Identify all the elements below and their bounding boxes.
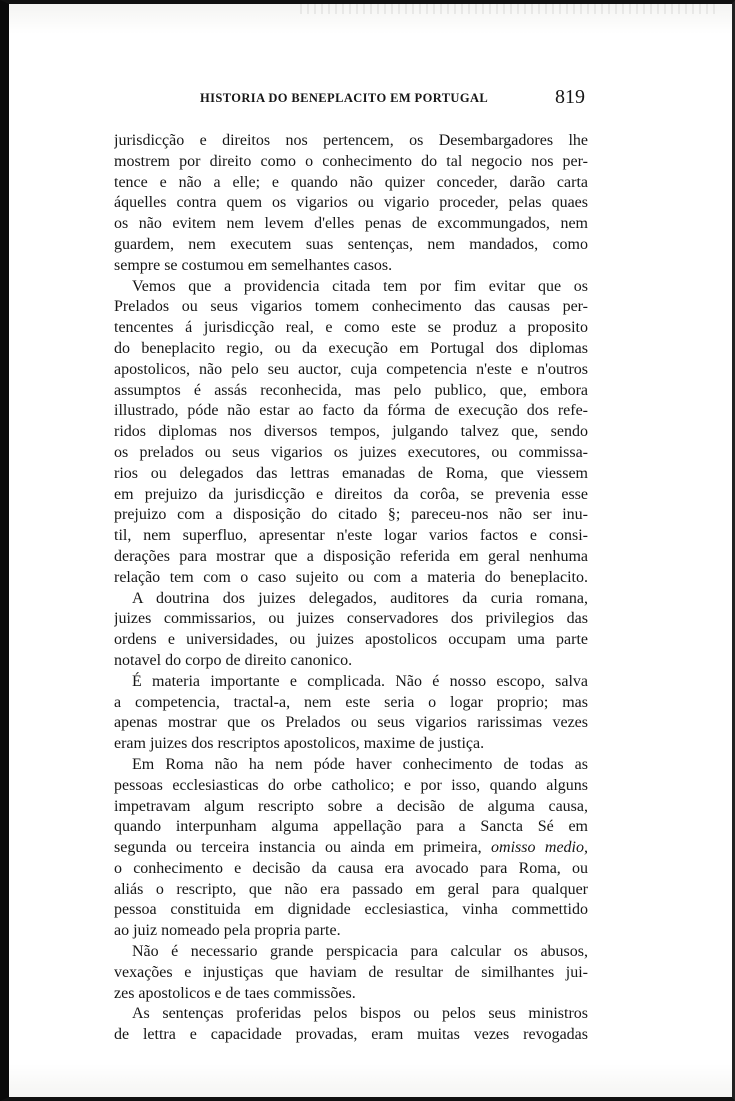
text-line: derações para mostrar que a disposição referida em geral nenhuma: [114, 547, 588, 565]
text-line: quando interpunham alguma appellação para a Sancta Sé em: [114, 818, 588, 836]
text-line: pessoa constituida em dignidade ecclesiastica, vinha commettido: [114, 901, 588, 919]
text-line: tencentes á jurisdicção real, e como este se produz a proposito: [114, 319, 588, 337]
paragraph-start: Vemos que a providencia citada tem por fim evitar que os: [132, 277, 588, 295]
text-line: do beneplacito regio, ou da execução em Portugal dos diplomas: [114, 339, 588, 357]
text-line: jurisdicção e direitos nos pertencem, os Desembargadores lhe: [114, 132, 588, 149]
text-line-with-italic: [114, 838, 588, 859]
text-line: apenas mostrar que os Prelados ou seus vigarios rarissimas vezes: [114, 714, 588, 732]
text-line: impetravam algum rescripto sobre a decisão de alguma causa,: [114, 797, 588, 815]
paragraph-start: A doutrina dos juizes delegados, auditores da curia romana,: [132, 589, 588, 607]
text-line: apostolicos, não pelo seu auctor, cuja competencia n'este e n'outros: [114, 360, 588, 378]
text-line: zes apostolicos e de taes commissões.: [114, 984, 356, 1002]
paragraph-start: As sentenças proferidas pelos bispos ou pelos seus ministros: [132, 1005, 588, 1023]
text-line: notavel do corpo de direito canonico.: [114, 651, 353, 669]
body-text: [114, 131, 588, 1046]
text-line: os não evitem nem levem d'elles penas de excommungados, nem: [114, 215, 588, 233]
text-line: o conhecimento e decisão da causa era avocado para Roma, ou: [114, 859, 588, 877]
text-line: mostrem por direito como o conhecimento do tal negocio nos per-: [114, 152, 588, 170]
text-line: guardem, nem executem suas sentenças, nem mandados, como: [114, 235, 588, 253]
text-line: a competencia, tractal-a, nem este seria o logar proprio; mas: [114, 693, 588, 711]
paragraph-start: Não é necessario grande perspicacia para calcular os abusos,: [132, 943, 588, 961]
scan-noise: [300, 4, 720, 14]
text-line: áquelles contra quem os vigarios ou vigario proceder, pelas quaes: [114, 194, 588, 212]
page-number: 819: [555, 86, 585, 108]
text-line: ordens e universidades, ou juizes apostolicos occupam uma parte: [114, 631, 588, 649]
text-line: assumptos é assás reconhecida, mas pelo publico, que, embora: [114, 381, 588, 399]
text-line: eram juizes dos rescriptos apostolicos, maxime de justiça.: [114, 735, 485, 753]
text-line: juizes commissarios, ou juizes conservadores dos privilegios das: [114, 610, 588, 628]
text-line: de lettra e capacidade provadas, eram muitas vezes revogadas: [114, 1026, 588, 1044]
text-line: vexações e injustiças que haviam de resultar de similhantes jui-: [114, 963, 588, 981]
paragraph-start: É materia importante e complicada. Não é nosso escopo, salva: [132, 672, 588, 690]
running-title: HISTORIA DO BENEPLACITO EM PORTUGAL: [200, 91, 489, 105]
page-header: [200, 86, 585, 110]
text-line: aliás o rescripto, que não era passado em geral para qualquer: [114, 880, 588, 898]
text-line: os prelados ou seus vigarios os juizes executores, ou commissa-: [114, 443, 588, 461]
paragraph-start: Em Roma não ha nem póde haver conhecimento de todas as: [132, 755, 588, 773]
text-line: ao juiz nomeado pela propria parte.: [114, 922, 341, 940]
text-line: illustrado, póde não estar ao facto da fórma de execução dos refe-: [114, 402, 588, 420]
text-line: Prelados ou seus vigarios tomem conhecimento das causas per-: [114, 298, 588, 316]
text-line: til, nem superfluo, apresentar n'este logar varios factos e consi-: [114, 527, 588, 545]
text-line: tence e não a elle; e quando não quizer conceder, darão carta: [114, 173, 588, 191]
text-line: prejuizo com a disposição do citado §; pareceu-nos não ser inu-: [114, 506, 588, 524]
text-line: relação tem com o caso sujeito ou com a materia do beneplacito.: [114, 568, 588, 586]
text-line: em prejuizo da jurisdicção e direitos da corôa, se prevenia esse: [114, 485, 588, 503]
text-line: ridos diplomas nos diversos tempos, julgando talvez que, sendo: [114, 423, 588, 441]
text-segment: segunda ou terceira instancia ou ainda em primeira,: [114, 839, 482, 857]
text-line: rios ou delegados das lettras emanadas de Roma, que viessem: [114, 464, 588, 482]
text-line: pessoas ecclesiasticas do orbe catholico; e por isso, quando alguns: [114, 776, 588, 794]
italic-phrase: omisso medio,: [491, 839, 588, 857]
text-line: sempre se costumou em semelhantes casos.: [114, 256, 393, 274]
